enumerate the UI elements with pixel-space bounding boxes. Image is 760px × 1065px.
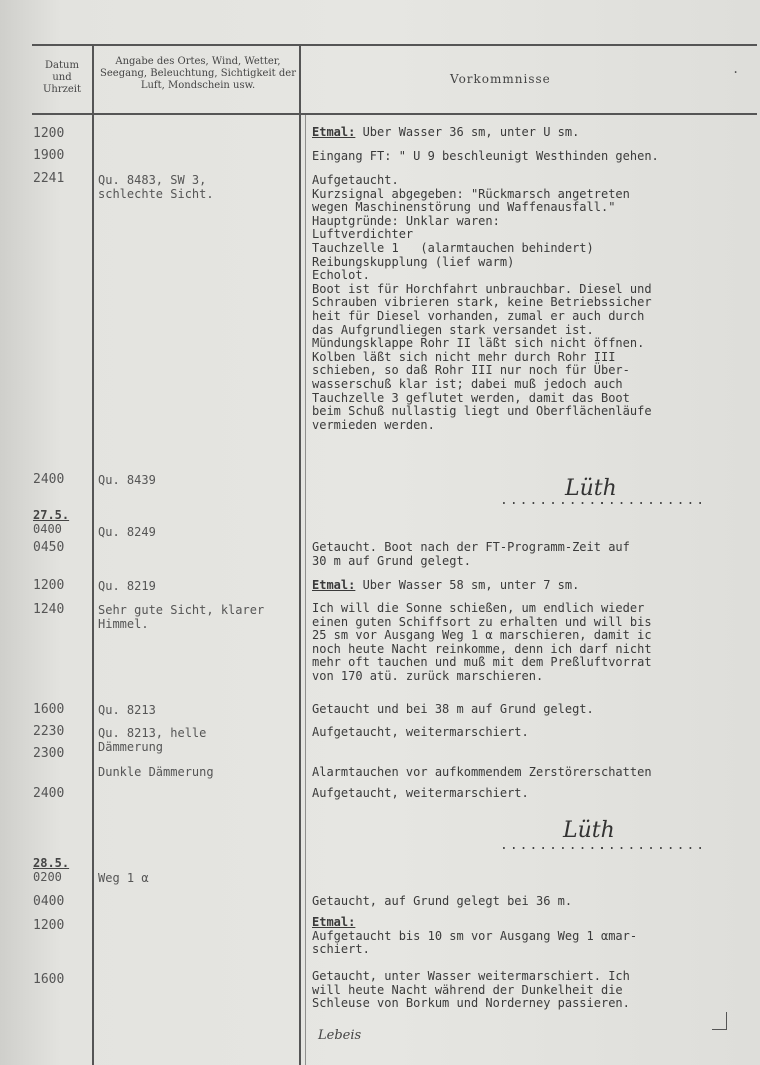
- entry-text-body: Über Wasser 36 sm, unter U sm.: [355, 126, 580, 139]
- entry-text: Getaucht, unter Wasser weitermarschiert. Ich will heute Nacht während der Dunkelheit die Schleuse von Borkum und Norderney passieren.: [312, 970, 630, 1011]
- initials: Lebeis: [318, 1028, 362, 1043]
- entry-text: Aufgetaucht, weitermarschiert.: [312, 787, 529, 800]
- entry-location: Weg 1 α: [98, 871, 149, 885]
- entry-time: 0450: [33, 540, 65, 555]
- entry-text: Getaucht und bei 38 m auf Grund gelegt.: [312, 703, 594, 716]
- header-bottom-rule: [32, 113, 757, 115]
- entry-location: Dunkle Dämmerung: [98, 765, 214, 779]
- entry-text: Aufgetaucht, weitermarschiert.: [312, 726, 529, 739]
- entry-location: Qu. 8249: [98, 525, 156, 539]
- column-rule-1: [92, 44, 94, 1065]
- signature: Lüth: [563, 818, 615, 843]
- entry-time: 1200: [33, 918, 65, 933]
- entry-date: 28.5.: [33, 856, 70, 870]
- bracket-mark: [726, 1012, 727, 1030]
- entry-text: Eingang FT: " U 9 beschleunigt Westhinden gehen.: [312, 150, 659, 163]
- entry-text: Ich will die Sonne schießen, um endlich wieder einen guten Schiffsort zu erhalten und will bis 25 sm vor Ausgang Weg 1 α marschieren, damit ic noch heute Nacht reinkomme, denn ich darf nicht mehr oft tauchen und muß mit dem Preßluftvorrat von 170 atü. zurück marschieren.: [312, 602, 652, 683]
- entry-time: 0200: [33, 870, 62, 884]
- entry-time: 2400: [33, 786, 65, 801]
- entry-time: 1600: [33, 972, 65, 987]
- entry-text: [312, 579, 752, 593]
- dotted-line: ...........: [598, 838, 707, 853]
- page-mark: .: [732, 62, 740, 76]
- entry-location: Qu. 8439: [98, 473, 156, 487]
- entry-date: 27.5.: [33, 508, 70, 522]
- entry-text: Getaucht, auf Grund gelegt bei 36 m.: [312, 895, 573, 908]
- entry-text: Getaucht. Boot nach der FT-Programm-Zeit auf 30 m auf Grund gelegt.: [312, 541, 630, 568]
- dotted-line: ...........: [500, 838, 609, 853]
- entry-text-body: Aufgetaucht bis 10 sm vor Ausgang Weg 1 αmar- schiert.: [312, 928, 638, 957]
- header-date-time: Datum und Uhrzeit: [42, 60, 82, 95]
- entry-time: 1200: [33, 578, 65, 593]
- entry-text-body: Über Wasser 58 sm, unter 7 sm.: [355, 579, 580, 592]
- entry-text: Aufgetaucht. Kurzsignal abgegeben: "Rückmarsch angetreten wegen Maschinenstörung und Waffenausfall." Hauptgründe: Unklar waren: Luftverdichter Tauchzelle 1 (alarmtauchen behindert) Reibungskupplung (lief warm) Echolot. Boot ist für Horchfahrt unbrauchbar. Diesel und Schrauben vibrieren stark, keine Betriebssicher heit für Diesel vorhanden, zumal er auch durch das Aufgrundliegen stark versandet ist. Mündungsklappe Rohr II läßt sich nicht öffnen. Kolben läßt sich nicht mehr durch Rohr III schieben, so daß Rohr III nur noch für Über- wasserschuß klar ist; dabei muß jedoch auch Tauchzelle 3 geflutet werden, damit das Boot beim Schuß nullastig liegt und Oberflächenläufe vermieden werden.: [312, 174, 652, 432]
- etmal-label: Etmal:: [312, 579, 356, 592]
- header-top-rule: [32, 44, 757, 46]
- entry-text: [312, 126, 752, 140]
- entry-location: Qu. 8483, SW 3, schlechte Sicht.: [98, 173, 214, 201]
- entry-time: 0400: [33, 522, 62, 536]
- column-rule-2b: [305, 113, 306, 1065]
- bracket-mark: [712, 1029, 727, 1030]
- entry-time: 2241: [33, 171, 65, 186]
- entry-time: 0400: [33, 894, 65, 909]
- entry-time: 2300: [33, 746, 65, 761]
- entry-time: 1600: [33, 702, 65, 717]
- entry-time: 1240: [33, 602, 65, 617]
- header-location-weather: Angabe des Ortes, Wind, Wetter, Seegang, Beleuchtung, Sichtigkeit der Luft, Mondschein usw.: [100, 56, 296, 91]
- dotted-line: ...........: [598, 493, 707, 508]
- header-occurrences: Vorkommnisse: [450, 72, 551, 86]
- signature: Lüth: [565, 476, 617, 501]
- etmal-label: Etmal:: [312, 916, 356, 929]
- dotted-line: ...........: [500, 493, 609, 508]
- entry-location: Qu. 8219: [98, 579, 156, 593]
- etmal-label: Etmal:: [312, 126, 356, 139]
- entry-time: 2400: [33, 472, 65, 487]
- entry-location: Qu. 8213, helle Dämmerung: [98, 726, 207, 754]
- entry-text: [312, 916, 752, 957]
- entry-time: 2230: [33, 724, 65, 739]
- entry-text: Alarmtauchen vor aufkommendem Zerstörerschatten: [312, 766, 652, 779]
- entry-location: Sehr gute Sicht, klarer Himmel.: [98, 603, 265, 631]
- entry-time: 1900: [33, 148, 65, 163]
- entry-location: Qu. 8213: [98, 703, 156, 717]
- entry-time: 1200: [33, 126, 65, 141]
